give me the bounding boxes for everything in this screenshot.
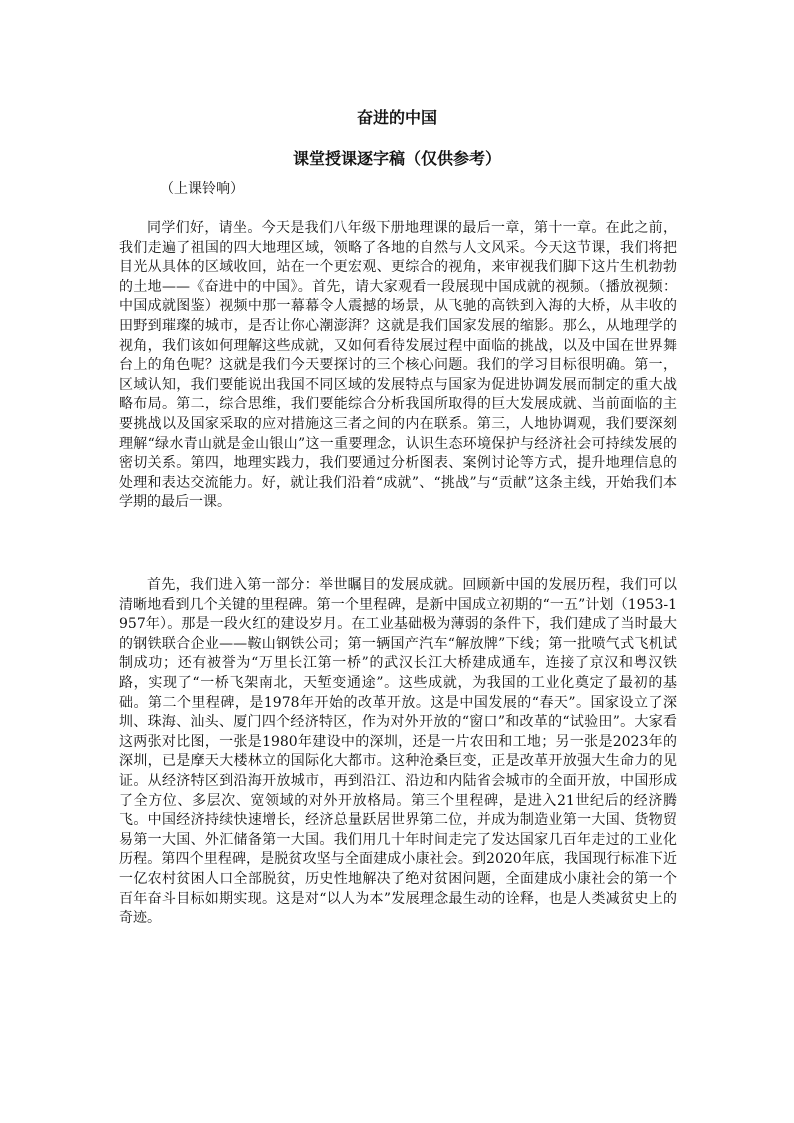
document-title: 奋进的中国: [356, 108, 437, 127]
paragraph-achievements: 首先，我们进入第一部分：举世瞩目的发展成就。回顾新中国的发展历程，我们可以清晰地看到几个关键的里程碑。第一个里程碑，是新中国成立初期的“一五”计划（1953-1957年）。那是一段火红的建设岁月。在工业基础极为薄弱的条件下，我们建成了当时最大的钢铁联合企业——鞍山钢铁公司；第一辆国产汽车“解放牌”下线；第一批喷气式飞机试制成功；还有被誉为“万里长江第一桥”的武汉长江大桥建成通车，连接了京汉和粤汉铁路，实现了“一桥飞架南北，天堑变通途”。这些成就，为我国的工业化奠定了最初的基础。第二个里程碑，是1978年开始的改革开放。这是中国发展的“春天”。国家设立了深圳、珠海、汕头、厦门四个经济特区，作为对外开放的“窗口”和改革的“试验田”。大家看这两张对比图，一张是1980年建设中的深圳，还是一片农田和工地；另一张是2023年的深圳，已是摩天大楼林立的国际化大都市。这种沧桑巨变，正是改革开放强大生命力的见证。从经济特区到沿海开放城市，再到沿江、沿边和内陆省会城市的全面开放，中国形成了全方位、多层次、宽领域的对外开放格局。第三个里程碑，是进入21世纪后的经济腾飞。中国经济持续快速增长，经济总量跃居世界第二位，并成为制造业第一大国、货物贸易第一大国、外汇储备第一大国。我们用几十年时间走完了发达国家几百年走过的工业化历程。第四个里程碑，是脱贫攻坚与全面建成小康社会。到2020年底，我国现行标准下近一亿农村贫困人口全部脱贫，历史性地解决了绝对贫困问题，全面建成小康社会的第一个百年奋斗目标如期实现。这是对“以人为本”发展理念最生动的诠释，也是人类减贫史上的奇迹。: [119, 577, 677, 927]
document-subtitle: 课堂授课逐字稿（仅供参考）: [292, 149, 501, 168]
paragraph-intro: 同学们好，请坐。今天是我们八年级下册地理课的最后一章，第十一章。在此之前，我们走遍了祖国的四大地理区域，领略了各地的自然与人文风采。今天这节课，我们将把目光从具体的区域收回，站在一个更宏观、更综合的视角，来审视我们脚下这片生机勃勃的土地——《奋进中的中国》。首先，请大家观看一段展现中国成就的视频。（播放视频：中国成就图鉴）视频中那一幕幕令人震撼的场景，从飞驰的高铁到入海的大桥，从丰收的田野到璀璨的城市，是否让你心潮澎湃？这就是我们国家发展的缩影。那么，从地理学的视角，我们该如何理解这些成就，又如何看待发展过程中面临的挑战，以及中国在世界舞台上的角色呢？这就是我们今天要探讨的三个核心问题。我们的学习目标很明确。第一，区域认知，我们要能说出我国不同区域的发展特点与国家为促进协调发展而制定的重大战略布局。第二，综合思维，我们要能综合分析我国所取得的巨大发展成就、当前面临的主要挑战以及国家采取的应对措施这三者之间的内在联系。第三，人地协调观，我们要深刻理解“绿水青山就是金山银山”这一重要理念，认识生态环境保护与经济社会可持续发展的密切关系。第四，地理实践力，我们要通过分析图表、案例讨论等方式，提升地理信息的处理和表达交流能力。好，就让我们沿着“成就”、“挑战”与“贡献”这条主线，开始我们本学期的最后一课。: [119, 220, 677, 511]
stage-direction: （上课铃响）: [160, 181, 244, 197]
